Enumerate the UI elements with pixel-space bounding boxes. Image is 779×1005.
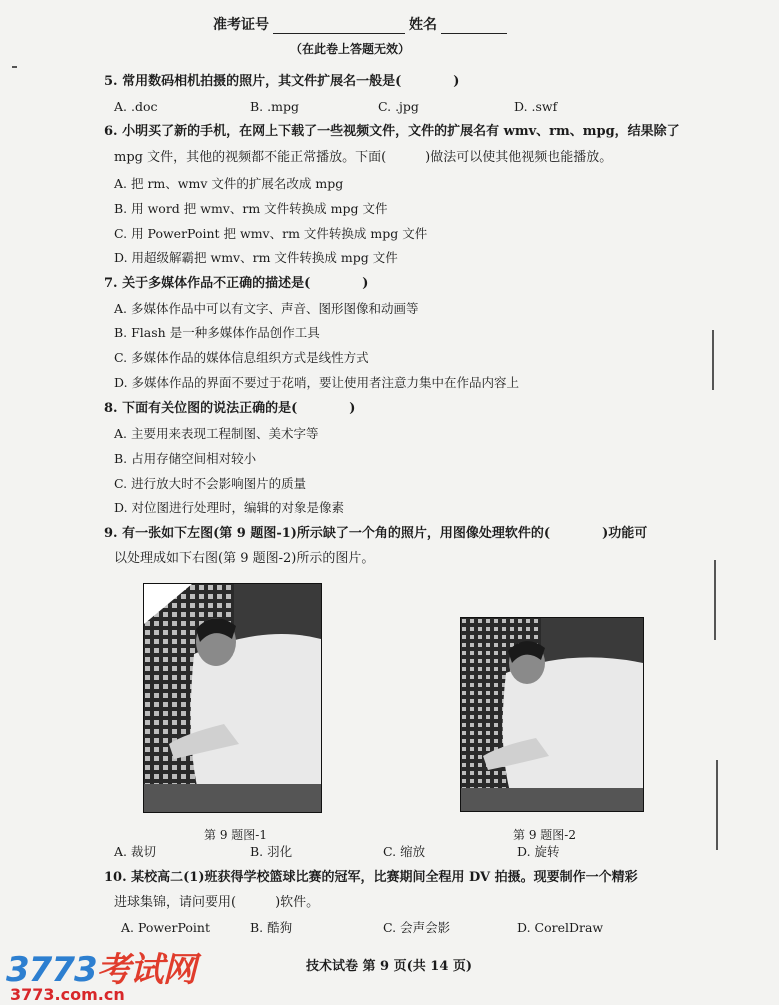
q6-option-c: C. 用 PowerPoint 把 wmv、rm 文件转换成 mpg 文件 [114,226,428,241]
q10-stem-line2: 进球集锦，请问要用( )软件。 [114,895,320,910]
q8-stem: 8. 下面有关位图的说法正确的是( ) [104,401,356,416]
logo-number: 3773 [6,950,97,990]
exam-id-label: 准考证号 [213,17,269,33]
q5-option-a: A. .doc [114,99,158,114]
q5-option-d: D. .swf [514,99,558,114]
q8-option-d: D. 对位图进行处理时，编辑的对象是像素 [114,500,345,515]
q9-option-a: A. 裁切 [114,844,156,859]
exam-id-blank [273,33,405,34]
q7-option-d: D. 多媒体作品的界面不要过于花哨，要让使用者注意力集中在作品内容上 [114,375,520,390]
q7-stem: 7. 关于多媒体作品不正确的描述是( ) [104,276,369,291]
q7-option-a: A. 多媒体作品中可以有文字、声音、图形图像和动画等 [114,301,419,316]
q9-photo-1 [143,583,322,813]
page-footer: 技术试卷 第 9 页(共 14 页) [306,959,473,974]
name-blank [441,33,507,34]
scan-mark [716,760,718,850]
q5-option-c: C. .jpg [378,99,419,114]
q7-option-c: C. 多媒体作品的媒体信息组织方式是线性方式 [114,350,369,365]
q5-stem: 5. 常用数码相机拍摄的照片，其文件扩展名一般是( ) [104,74,460,89]
q9-option-b: B. 羽化 [250,844,293,859]
q9-caption-2: 第 9 题图-2 [513,828,576,842]
photo-1-graphic [144,584,321,812]
q9-caption-1: 第 9 题图-1 [204,828,267,842]
q6-stem-line1: 6. 小明买了新的手机，在网上下载了一些视频文件，文件的扩展名有 wmv、rm、mpg，结果除了 [104,124,680,139]
q8-option-a: A. 主要用来表现工程制图、美术字等 [114,426,319,441]
q8-option-b: B. 占用存储空间相对较小 [114,451,257,466]
q5-option-b: B. .mpg [250,99,299,114]
q9-option-c: C. 缩放 [383,844,426,859]
name-label: 姓名 [409,17,437,33]
invalid-answer-note: （在此卷上答题无效） [290,42,411,56]
q6-option-d: D. 用超级解霸把 wmv、rm 文件转换成 mpg 文件 [114,250,398,265]
q10-option-b: B. 酷狗 [250,920,293,935]
q10-option-a: A. PowerPoint [121,920,210,935]
q8-option-c: C. 进行放大时不会影响图片的质量 [114,476,307,491]
q7-option-b: B. Flash 是一种多媒体作品创作工具 [114,325,320,340]
q9-stem-line1: 9. 有一张如下左图(第 9 题图-1)所示缺了一个角的照片，用图像处理软件的( )功能可 [104,526,648,541]
scan-mark [714,560,716,640]
photo-2-graphic [461,618,643,811]
logo-text [6,942,196,991]
q10-option-d: D. CorelDraw [517,920,604,935]
q9-option-d: D. 旋转 [517,844,560,859]
scan-mark [12,66,17,68]
q9-photo-2 [460,617,644,812]
q6-stem-line2: mpg 文件，其他的视频都不能正常播放。下面( )做法可以使其他视频也能播放。 [114,150,613,165]
q10-option-c: C. 会声会影 [383,920,451,935]
site-watermark-logo [6,942,196,1004]
logo-brand: 考试网 [96,950,196,990]
q6-option-b: B. 用 word 把 wmv、rm 文件转换成 mpg 文件 [114,201,388,216]
candidate-header [213,14,507,34]
logo-url: 3773.com.cn [10,985,125,1004]
scan-mark [712,330,714,390]
q6-option-a: A. 把 rm、wmv 文件的扩展名改成 mpg [114,176,344,191]
q10-stem-line1: 10. 某校高二(1)班获得学校篮球比赛的冠军，比赛期间全程用 DV 拍摄。现要制作一个精彩 [104,870,638,885]
q9-stem-line2: 以处理成如下右图(第 9 题图-2)所示的图片。 [114,551,375,566]
